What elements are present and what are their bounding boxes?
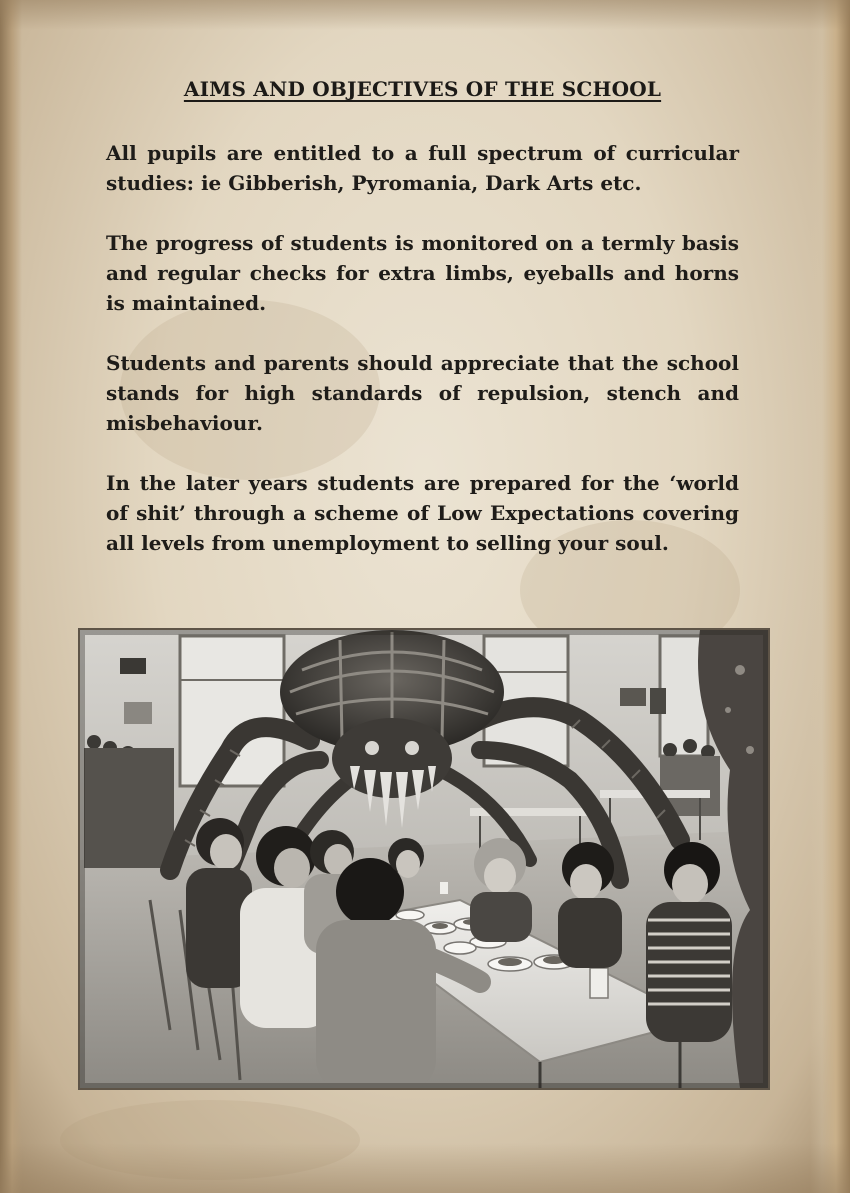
monster-eye — [365, 741, 379, 755]
paragraph-curriculum: All pupils are entitled to a full spectrum of curricular studies: ie Gibberish, Pyromania, Dark Arts etc. — [106, 141, 739, 195]
monster-head — [332, 718, 452, 798]
paragraph-standards: Students and parents should appreciate that the school stands for high standards of repulsion, stench and misbehaviour. — [106, 351, 739, 435]
paper-edge-bottom — [0, 1143, 850, 1193]
paper-edge-right — [810, 0, 850, 1193]
monster-eye — [405, 741, 419, 755]
paper-edge-left — [0, 0, 22, 1193]
paragraph-progress: The progress of students is monitored on a termly basis and regular checks for extra limbs, eyeballs and horns is maintained. — [106, 231, 739, 315]
cup — [590, 968, 608, 998]
paragraph-later-years: In the later years students are prepared for the ‘world of shit’ through a scheme of Low Expectations covering all levels from unemployment to selling your soul. — [106, 471, 739, 555]
page-title: AIMS AND OBJECTIVES OF THE SCHOOL — [183, 77, 662, 101]
cafeteria-monster-photo — [78, 628, 770, 1090]
paper-edge-top — [0, 0, 850, 30]
